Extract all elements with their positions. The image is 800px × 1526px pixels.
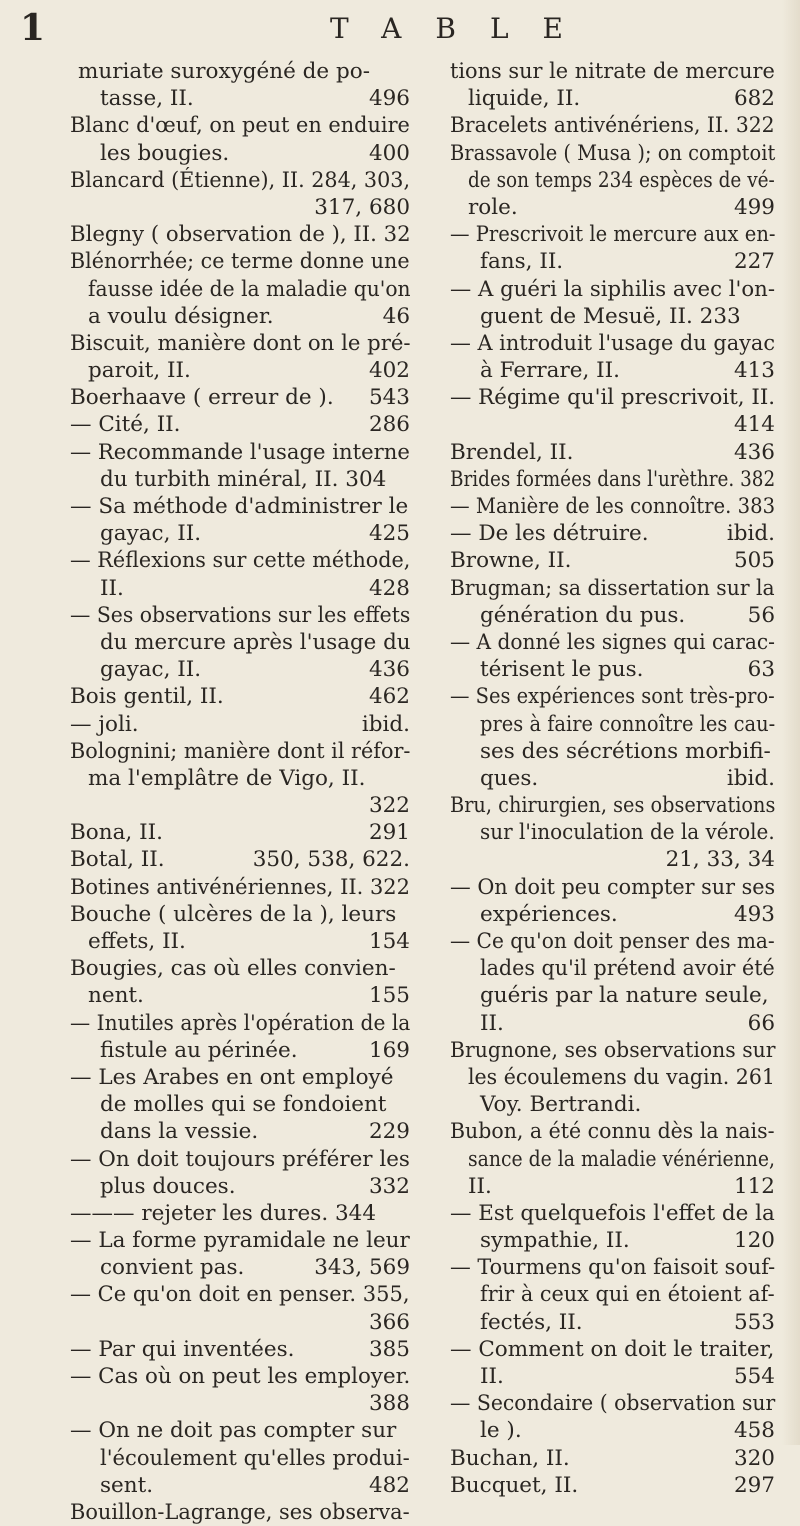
entry-text: — Est quelquefois l'effet de la xyxy=(450,1200,775,1226)
index-entry-line xyxy=(450,330,775,357)
page-reference: 366 xyxy=(368,1309,410,1335)
index-entry-line xyxy=(450,493,775,520)
index-entry-line xyxy=(450,765,775,792)
right-index-column xyxy=(450,58,775,1499)
index-entry-line xyxy=(70,1281,410,1308)
page-reference: 229 xyxy=(368,1119,410,1145)
index-entry-line xyxy=(70,656,410,683)
index-entry-line xyxy=(450,384,775,411)
index-entry-line xyxy=(450,303,775,330)
index-entry-line xyxy=(70,1091,410,1118)
entry-text: — A introduit l'usage du gayac xyxy=(450,330,776,356)
page-reference: 46 xyxy=(382,303,410,329)
index-entry-line xyxy=(70,112,410,139)
entry-text: Blancard (Étienne), II. 284, 303, xyxy=(70,167,411,193)
index-entry-line xyxy=(70,357,410,384)
entry-text: Brides formées dans l'urèthre. 382 xyxy=(450,466,776,492)
index-entry-line xyxy=(70,738,410,765)
index-entry-line xyxy=(70,629,410,656)
index-entry-line xyxy=(450,276,775,303)
index-entry-line xyxy=(70,547,410,574)
entry-text: role. xyxy=(468,194,518,220)
page-reference: 499 xyxy=(733,194,775,220)
index-entry-line xyxy=(450,112,775,139)
entry-text: guent de Mesuë, II. 233 xyxy=(480,303,741,329)
entry-text: — Par qui inventées. xyxy=(70,1336,295,1362)
index-entry-line xyxy=(450,1336,775,1363)
entry-text: fausse idée de la maladie qu'on xyxy=(88,276,411,302)
entry-text: plus douces. xyxy=(100,1173,236,1199)
index-entry-line xyxy=(70,276,410,303)
page-reference: 428 xyxy=(368,575,410,601)
entry-text: — Sa méthode d'administrer le xyxy=(70,494,409,519)
entry-text: du turbith minéral, II. 304 xyxy=(100,466,387,492)
entry-text: — Les Arabes en ont employé xyxy=(70,1064,394,1090)
entry-text: effets, II. xyxy=(88,929,186,954)
index-entry-line xyxy=(450,629,775,656)
page-number: 1 xyxy=(20,7,46,49)
entry-text: II. xyxy=(100,575,124,601)
entry-text: tasse, II. xyxy=(100,86,194,112)
page-reference: 543 xyxy=(368,385,410,411)
page-reference: ibid. xyxy=(726,521,775,547)
index-entry-line xyxy=(450,738,775,765)
index-entry-line xyxy=(70,1417,410,1444)
page-reference: 402 xyxy=(368,358,410,384)
page-reference: 21, 33, 34 xyxy=(665,847,775,873)
entry-text: guéris par la nature seule, xyxy=(480,983,769,1009)
index-entry-line xyxy=(450,819,775,846)
index-entry-line xyxy=(450,140,775,167)
entry-text: — Régime qu'il prescrivoit, II. xyxy=(450,385,776,411)
entry-text: Bru, chirurgien, ses observations xyxy=(450,793,776,819)
index-entry-line xyxy=(450,167,775,194)
index-entry-line xyxy=(70,167,410,194)
entry-text: Blénorrhée; ce terme donne une xyxy=(70,249,410,275)
index-entry-line xyxy=(450,1472,775,1499)
index-entry-line xyxy=(70,1363,410,1390)
index-entry-line xyxy=(70,765,410,792)
entry-text: Biscuit, manière dont on le pré- xyxy=(70,330,411,356)
index-entry-line xyxy=(450,656,775,683)
entry-text: — Comment on doit le traiter, xyxy=(450,1336,775,1362)
index-entry-line xyxy=(70,330,410,357)
entry-text: Bona, II. xyxy=(70,820,163,846)
entry-text: l'écoulement qu'elles produi- xyxy=(100,1445,410,1471)
entry-text: dans la vessie. xyxy=(100,1119,259,1145)
index-entry-line xyxy=(70,1146,410,1173)
index-entry-line xyxy=(450,1390,775,1417)
entry-text: Voy. Bertrandi. xyxy=(480,1092,642,1118)
index-entry-line xyxy=(70,1390,410,1417)
index-entry-line xyxy=(70,493,410,520)
entry-text: gayac, II. xyxy=(100,521,202,547)
index-entry-line xyxy=(70,1472,410,1499)
entry-text: Brugnone, ses observations sur xyxy=(450,1037,776,1063)
index-entry-line xyxy=(70,1336,410,1363)
entry-text: fans, II. xyxy=(480,249,564,275)
entry-text: ses des sécrétions morbifi- xyxy=(480,738,771,764)
entry-text: Brendel, II. xyxy=(450,439,574,465)
index-entry-line xyxy=(70,575,410,602)
index-entry-line xyxy=(70,955,410,982)
index-entry-line xyxy=(70,1064,410,1091)
entry-text: II. xyxy=(480,1010,504,1036)
index-entry-line xyxy=(450,874,775,901)
index-entry-line xyxy=(450,1281,775,1308)
index-entry-line xyxy=(70,711,410,738)
index-entry-line xyxy=(70,194,410,221)
page-reference: 322 xyxy=(368,793,410,819)
left-index-column xyxy=(70,58,410,1526)
entry-text: tions sur le nitrate de mercure xyxy=(450,59,775,84)
entry-text: gayac, II. xyxy=(100,657,202,683)
index-entry-line xyxy=(450,1227,775,1254)
index-entry-line xyxy=(450,1173,775,1200)
page-reference: 496 xyxy=(368,86,410,112)
index-entry-line xyxy=(450,547,775,574)
entry-text: — Manière de les connoître. 383 xyxy=(450,494,776,519)
entry-text: — Réflexions sur cette méthode, xyxy=(70,548,411,574)
page-edge xyxy=(782,0,800,1445)
entry-text: de son temps 234 espèces de vé- xyxy=(468,167,775,193)
index-entry-line xyxy=(450,1091,775,1118)
entry-text: — On doit peu compter sur ses xyxy=(450,874,776,900)
entry-text: — Inutiles après l'opération de la xyxy=(70,1010,411,1036)
entry-text: les écoulemens du vagin. 261 xyxy=(468,1064,775,1090)
index-entry-line xyxy=(450,1417,775,1444)
page-reference: 413 xyxy=(733,358,775,384)
entry-text: — Cité, II. xyxy=(70,412,181,438)
index-entry-line xyxy=(450,955,775,982)
entry-text: Browne, II. xyxy=(450,548,572,574)
entry-text: — Recommande l'usage interne xyxy=(70,439,410,465)
entry-text: Boerhaave ( erreur de ). xyxy=(70,385,334,411)
index-entry-line xyxy=(450,982,775,1009)
page-reference: 425 xyxy=(368,521,410,547)
entry-text: ——— rejeter les dures. 344 xyxy=(70,1200,377,1226)
page-reference: 493 xyxy=(733,901,775,927)
entry-text: à Ferrare, II. xyxy=(480,358,620,384)
index-entry-line xyxy=(450,1254,775,1281)
entry-text: de molles qui se fondoient xyxy=(100,1092,387,1118)
page-reference: 462 xyxy=(368,684,410,710)
entry-text: — A donné les signes qui carac- xyxy=(450,629,775,655)
page-reference: 482 xyxy=(368,1472,410,1498)
entry-text: sur l'inoculation de la vérole. xyxy=(480,820,775,846)
page-reference: 66 xyxy=(747,1010,775,1036)
index-entry-line xyxy=(70,1173,410,1200)
entry-text: — Ce qu'on doit en penser. 355, xyxy=(70,1282,410,1308)
page-reference: 154 xyxy=(368,929,410,954)
entry-text: paroit, II. xyxy=(88,358,191,384)
page-reference: 320 xyxy=(733,1445,775,1471)
index-entry-line xyxy=(450,1200,775,1227)
index-entry-line xyxy=(70,140,410,167)
page-reference: 169 xyxy=(368,1037,410,1063)
index-entry-line xyxy=(70,602,410,629)
entry-text: — Ses observations sur les effets xyxy=(70,602,411,628)
index-entry-line xyxy=(70,1499,410,1526)
page-reference: 554 xyxy=(733,1364,775,1389)
page-reference: 286 xyxy=(368,412,410,438)
index-entry-line xyxy=(70,819,410,846)
index-entry-line xyxy=(70,303,410,330)
entry-text: a voulu désigner. xyxy=(88,303,274,329)
entry-text: expériences. xyxy=(480,901,618,927)
entry-text: — A guéri la siphilis avec l'on- xyxy=(450,276,776,302)
index-entry-line xyxy=(70,520,410,547)
index-entry-line xyxy=(70,1118,410,1145)
entry-text: Brassavole ( Musa ); on comptoit xyxy=(450,140,776,166)
page-reference: ibid. xyxy=(361,711,410,737)
index-entry-line xyxy=(70,683,410,710)
page-reference: 458 xyxy=(733,1418,775,1444)
page-reference: 505 xyxy=(733,548,775,574)
index-entry-line xyxy=(450,683,775,710)
index-entry-line xyxy=(70,439,410,466)
entry-text: Brugman; sa dissertation sur la xyxy=(450,575,775,601)
index-entry-line xyxy=(450,194,775,221)
index-entry-line xyxy=(70,874,410,901)
entry-text: Bubon, a été connu dès la nais- xyxy=(450,1119,775,1145)
entry-text: térisent le pus. xyxy=(480,657,644,683)
index-entry-line xyxy=(450,1146,775,1173)
entry-text: — Prescrivoit le mercure aux en- xyxy=(450,222,776,248)
entry-text: ques. xyxy=(480,765,539,791)
page-reference: ibid. xyxy=(726,765,775,791)
entry-text: liquide, II. xyxy=(468,86,581,112)
entry-text: les bougies. xyxy=(100,140,230,166)
index-entry-line xyxy=(70,901,410,928)
entry-text: II. xyxy=(468,1173,492,1199)
index-entry-line xyxy=(70,248,410,275)
page-reference: 350, 538, 622. xyxy=(252,847,410,873)
index-entry-line xyxy=(450,1445,775,1472)
entry-text: — Tourmens qu'on faisoit souf- xyxy=(450,1255,776,1281)
index-entry-line xyxy=(450,1010,775,1037)
index-entry-line xyxy=(450,846,775,873)
index-entry-line xyxy=(70,1445,410,1472)
entry-text: muriate suroxygéné de po- xyxy=(78,59,370,84)
index-entry-line xyxy=(450,248,775,275)
index-entry-line xyxy=(450,466,775,493)
entry-text: Blegny ( observation de ), II. 32 xyxy=(70,222,411,248)
entry-text: Botal, II. xyxy=(70,847,165,873)
entry-text: convient pas. xyxy=(100,1255,245,1281)
entry-text: frir à ceux qui en étoient af- xyxy=(480,1282,775,1308)
entry-text: nent. xyxy=(88,983,144,1009)
page-reference: 297 xyxy=(733,1472,775,1498)
page-reference: 436 xyxy=(733,439,775,465)
index-entry-line xyxy=(70,466,410,493)
page-reference: 112 xyxy=(733,1173,775,1199)
index-entry-line xyxy=(70,846,410,873)
index-entry-line xyxy=(70,982,410,1009)
entry-text: Bois gentil, II. xyxy=(70,684,224,710)
index-entry-line xyxy=(450,411,775,438)
entry-text: II. xyxy=(480,1364,504,1389)
page-reference: 553 xyxy=(733,1309,775,1335)
entry-text: Bougies, cas où elles convien- xyxy=(70,956,396,982)
index-entry-line xyxy=(70,411,410,438)
entry-text: — Secondaire ( observation sur xyxy=(450,1391,776,1417)
page-reference: 227 xyxy=(733,249,775,275)
entry-text: lades qu'il prétend avoir été xyxy=(480,956,775,982)
page-reference: 317, 680 xyxy=(314,194,410,220)
entry-text: Blanc d'œuf, on peut en enduire xyxy=(70,113,410,139)
index-entry-line xyxy=(450,1309,775,1336)
index-entry-line xyxy=(70,221,410,248)
running-head: TABLE xyxy=(330,12,597,45)
index-entry-line xyxy=(450,357,775,384)
entry-text: fectés, II. xyxy=(480,1309,583,1335)
page-reference: 414 xyxy=(733,412,775,438)
entry-text: — On ne doit pas compter sur xyxy=(70,1418,397,1444)
entry-text: Bucquet, II. xyxy=(450,1472,579,1498)
entry-text: fistule au périnée. xyxy=(100,1037,298,1063)
index-entry-line xyxy=(70,928,410,955)
entry-text: — Cas où on peut les employer. xyxy=(70,1364,411,1389)
index-entry-line xyxy=(70,1309,410,1336)
index-entry-line xyxy=(450,520,775,547)
page-reference: 332 xyxy=(368,1173,410,1199)
index-entry-line xyxy=(450,1118,775,1145)
index-entry-line xyxy=(450,1363,775,1390)
page-header xyxy=(0,8,800,48)
entry-text: sent. xyxy=(100,1472,154,1498)
page-reference: 291 xyxy=(368,820,410,846)
entry-text: pres à faire connoître les cau- xyxy=(480,711,776,737)
entry-text: Bolognini; manière dont il réfor- xyxy=(70,738,411,764)
index-entry-line xyxy=(450,792,775,819)
index-entry-line xyxy=(450,58,775,85)
entry-text: du mercure après l'usage du xyxy=(100,629,411,655)
entry-text: Bracelets antivénériens, II. 322 xyxy=(450,113,775,139)
entry-text: — Ce qu'on doit penser des ma- xyxy=(450,929,775,954)
index-entry-line xyxy=(450,928,775,955)
index-entry-line xyxy=(70,58,410,85)
entry-text: ma l'emplâtre de Vigo, II. xyxy=(88,765,366,791)
index-entry-line xyxy=(70,384,410,411)
index-entry-line xyxy=(450,221,775,248)
index-entry-line xyxy=(450,575,775,602)
index-entry-line xyxy=(70,1010,410,1037)
entry-text: sance de la maladie vénérienne, xyxy=(468,1146,775,1172)
entry-text: le ). xyxy=(480,1418,522,1444)
index-entry-line xyxy=(70,85,410,112)
index-entry-line xyxy=(450,901,775,928)
entry-text: sympathie, II. xyxy=(480,1228,630,1254)
index-entry-line xyxy=(450,85,775,112)
index-entry-line xyxy=(70,1200,410,1227)
index-entry-line xyxy=(70,1037,410,1064)
page-reference: 400 xyxy=(368,140,410,166)
index-entry-line xyxy=(450,1037,775,1064)
entry-text: Bouillon-Lagrange, ses observa- xyxy=(70,1499,410,1525)
entry-text: — La forme pyramidale ne leur xyxy=(70,1228,410,1254)
page-reference: 385 xyxy=(368,1336,410,1362)
page-reference: 388 xyxy=(368,1391,410,1417)
index-entry-line xyxy=(70,792,410,819)
index-entry-line xyxy=(450,602,775,629)
index-entry-line xyxy=(450,439,775,466)
index-entry-line xyxy=(70,1254,410,1281)
page-reference: 56 xyxy=(747,602,775,628)
entry-text: Buchan, II. xyxy=(450,1445,570,1471)
entry-text: Bouche ( ulcères de la ), leurs xyxy=(70,901,397,927)
page-reference: 436 xyxy=(368,657,410,683)
page-reference: 155 xyxy=(368,983,410,1009)
index-entry-line xyxy=(450,711,775,738)
entry-text: Botines antivénériennes, II. 322 xyxy=(70,874,410,900)
entry-text: — Ses expériences sont très-pro- xyxy=(450,684,775,710)
page-reference: 120 xyxy=(733,1228,775,1254)
entry-text: — On doit toujours préférer les xyxy=(70,1146,410,1172)
entry-text: — joli. xyxy=(70,711,139,737)
index-entry-line xyxy=(70,1227,410,1254)
page-reference: 682 xyxy=(733,86,775,112)
entry-text: génération du pus. xyxy=(480,602,686,628)
entry-text: — De les détruire. xyxy=(450,521,649,547)
page-reference: 343, 569 xyxy=(314,1255,410,1281)
index-entry-line xyxy=(450,1064,775,1091)
page-reference: 63 xyxy=(747,657,775,683)
